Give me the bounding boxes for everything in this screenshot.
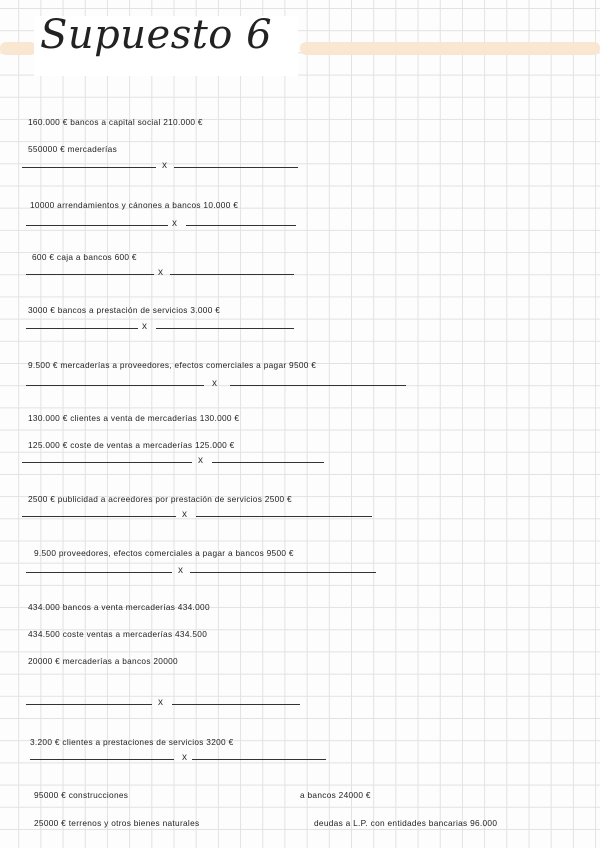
entry-line: a bancos 24000 € (300, 790, 371, 800)
entry-separator: x (0, 512, 600, 522)
entry-line: 9.500 € mercaderías a proveedores, efectos comerciales a pagar 9500 € (28, 360, 317, 370)
entry-line: 600 € caja a bancos 600 € (32, 252, 137, 262)
entry-line: 2500 € publicidad a acreedores por prestación de servicios 2500 € (28, 494, 292, 504)
washi-tape-left (0, 42, 36, 55)
entry-line: 3000 € bancos a prestación de servicios 3.000 € (28, 305, 221, 315)
entry-separator: x (0, 221, 600, 231)
entry-line: 125.000 € coste de ventas a mercaderías 125.000 € (28, 440, 235, 450)
entry-line: 20000 € mercaderías a bancos 20000 (28, 656, 178, 666)
entry-separator: x (0, 324, 600, 334)
entry-separator: x (0, 755, 600, 765)
entry-line: 130.000 € clientes a venta de mercaderías 130.000 € (28, 413, 240, 423)
entry-line: 3.200 € clientes a prestaciones de servicios 3200 € (30, 737, 234, 747)
entry-line: 160.000 € bancos a capital social 210.000 € (28, 117, 203, 127)
washi-tape-right (300, 42, 600, 55)
entry-line: 550000 € mercaderías (28, 144, 118, 154)
entry-line: 434.000 bancos a venta mercaderías 434.000 (28, 602, 210, 612)
entry-line: 434.500 coste ventas a mercaderías 434.500 (28, 629, 208, 639)
entry-line: deudas a L.P. con entidades bancarias 96.000 (314, 818, 498, 828)
entry-line: 10000 arrendamientos y cánones a bancos 10.000 € (30, 200, 239, 210)
page-title: Supuesto 6 (40, 12, 273, 58)
entry-line: 9.500 proveedores, efectos comerciales a pagar a bancos 9500 € (34, 548, 294, 558)
entry-separator: x (0, 381, 600, 391)
entry-separator: x (0, 270, 600, 280)
entry-separator: x (0, 163, 600, 173)
entry-line: 95000 € construcciones (34, 790, 129, 800)
entry-separator: x (0, 700, 600, 710)
entry-separator: x (0, 568, 600, 578)
entry-line: 25000 € terrenos y otros bienes naturales (34, 818, 200, 828)
entry-separator: x (0, 458, 600, 468)
